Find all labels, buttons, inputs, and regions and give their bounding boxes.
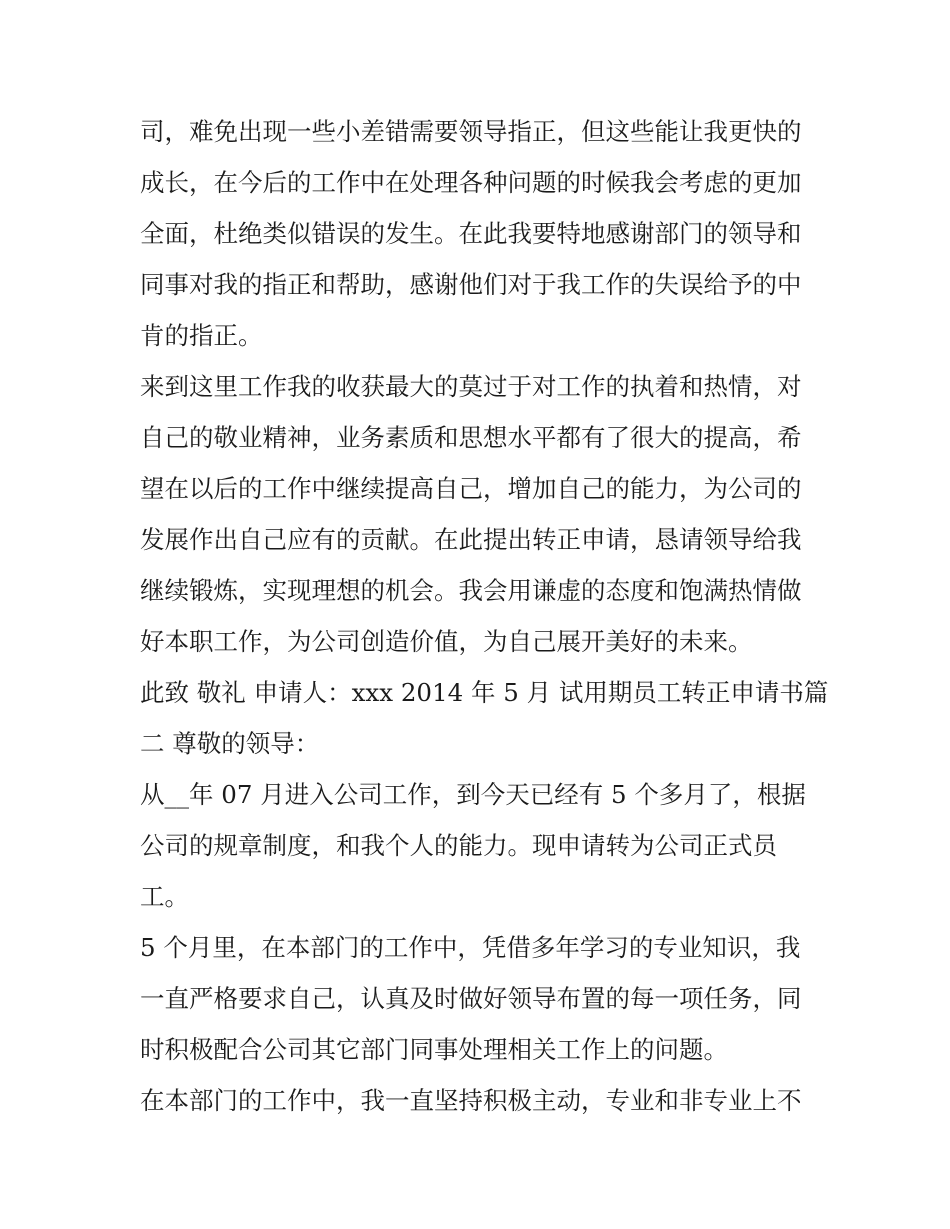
text-line: 二 尊敬的领导：: [140, 729, 320, 758]
text-line: 来到这里工作我的收获最大的莫过于对工作的执着和热情，对: [140, 372, 802, 401]
text-line: 同事对我的指正和帮助，感谢他们对于我工作的失误给予的中: [140, 270, 802, 299]
text-line: 继续锻炼，实现理想的机会。我会用谦虚的态度和饱满热情做: [140, 576, 802, 605]
text-line: 时积极配合公司其它部门同事处理相关工作上的问题。: [140, 1035, 728, 1064]
document-body: [140, 106, 829, 1126]
text-line: 好本职工作，为公司创造价值，为自己展开美好的未来。: [140, 627, 753, 656]
text-line: 一直严格要求自己，认真及时做好领导布置的每一项任务，同: [140, 984, 802, 1013]
text-line: 发展作出自己应有的贡献。在此提出转正申请，恳请领导给我: [140, 525, 802, 554]
text-line: 司，难免出现一些小差错需要领导指正，但这些能让我更快的: [140, 117, 802, 146]
text-line: 从__年 07 月进入公司工作，到今天已经有 5 个多月了，根据: [140, 780, 806, 809]
text-line: 自己的敬业精神，业务素质和思想水平都有了很大的提高，希: [140, 423, 802, 452]
text-line: 肯的指正。: [140, 321, 263, 350]
text-line: 公司的规章制度，和我个人的能力。现申请转为公司正式员: [140, 831, 777, 860]
text-line: 在本部门的工作中，我一直坚持积极主动，专业和非专业上不: [140, 1086, 802, 1115]
text-line: 全面，杜绝类似错误的发生。在此我要特地感谢部门的领导和: [140, 219, 802, 248]
text-line: 成长，在今后的工作中在处理各种问题的时候我会考虑的更加: [140, 168, 802, 197]
text-line: 此致 敬礼 申请人：xxx 2014 年 5 月 试用期员工转正申请书篇: [140, 678, 829, 707]
text-line: 工。: [140, 882, 189, 911]
text-line: 5 个月里，在本部门的工作中，凭借多年学习的专业知识，我: [140, 933, 801, 962]
text-line: 望在以后的工作中继续提高自己，增加自己的能力，为公司的: [140, 474, 802, 503]
